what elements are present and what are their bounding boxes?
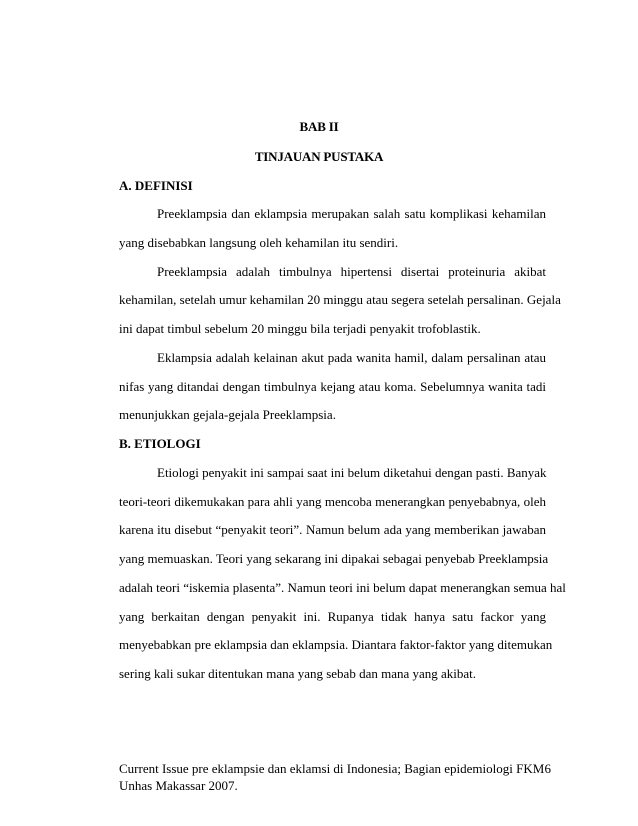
paragraph-line: adalah teori “iskemia plasenta”. Namun teori ini belum dapat menerangkan semua hal: [119, 580, 566, 595]
paragraph-line: yang berkaitan dengan penyakit ini. Rupanya tidak hanya satu fackor yang: [119, 609, 546, 624]
paragraph-line: Etiologi penyakit ini sampai saat ini belum diketahui dengan pasti. Banyak: [157, 465, 547, 480]
paragraph-line: nifas yang ditandai dengan timbulnya kejang atau koma. Sebelumnya wanita tadi: [119, 379, 546, 394]
paragraph-line: yang memuaskan. Teori yang sekarang ini dipakai sebagai penyebab Preeklampsia: [119, 551, 549, 566]
chapter-heading: BAB II: [299, 119, 339, 134]
paragraph-line: yang disebabkan langsung oleh kehamilan itu sendiri.: [119, 235, 399, 250]
section-heading-definisi: A. DEFINISI: [119, 178, 193, 193]
footer-citation-line: Current Issue pre eklampsie dan eklamsi di Indonesia; Bagian epidemiologi FKM: [119, 761, 545, 776]
paragraph-line: teori-teori dikemukakan para ahli yang mencoba menerangkan penyebabnya, oleh: [119, 494, 546, 509]
paragraph-line: Preeklampsia adalah timbulnya hipertensi disertai proteinuria akibat: [157, 264, 546, 279]
paragraph-line: Preeklampsia dan eklampsia merupakan salah satu komplikasi kehamilan: [157, 206, 546, 221]
paragraph-line: karena itu disebut “penyakit teori”. Namun belum ada yang memberikan jawaban: [119, 522, 546, 537]
paragraph-line: ini dapat timbul sebelum 20 minggu bila terjadi penyakit trofoblastik.: [119, 321, 481, 336]
paragraph-line: menunjukkan gejala-gejala Preeklampsia.: [119, 407, 336, 422]
chapter-title: TINJAUAN PUSTAKA: [254, 149, 384, 164]
paragraph-line: menyebabkan pre eklampsia dan eklampsia. Diantara faktor-faktor yang ditemukan: [119, 637, 553, 652]
paragraph-line: sering kali sukar ditentukan mana yang sebab dan mana yang akibat.: [119, 666, 477, 681]
page-footer: [119, 760, 551, 794]
page-number: 6: [544, 761, 551, 776]
footer-citation-line: Unhas Makassar 2007.: [119, 778, 238, 793]
paragraph-line: Eklampsia adalah kelainan akut pada wanita hamil, dalam persalinan atau: [157, 350, 546, 365]
paragraph-line: kehamilan, setelah umur kehamilan 20 minggu atau segera setelah persalinan. Gejala: [119, 292, 561, 307]
section-heading-etiologi: B. ETIOLOGI: [119, 436, 201, 451]
